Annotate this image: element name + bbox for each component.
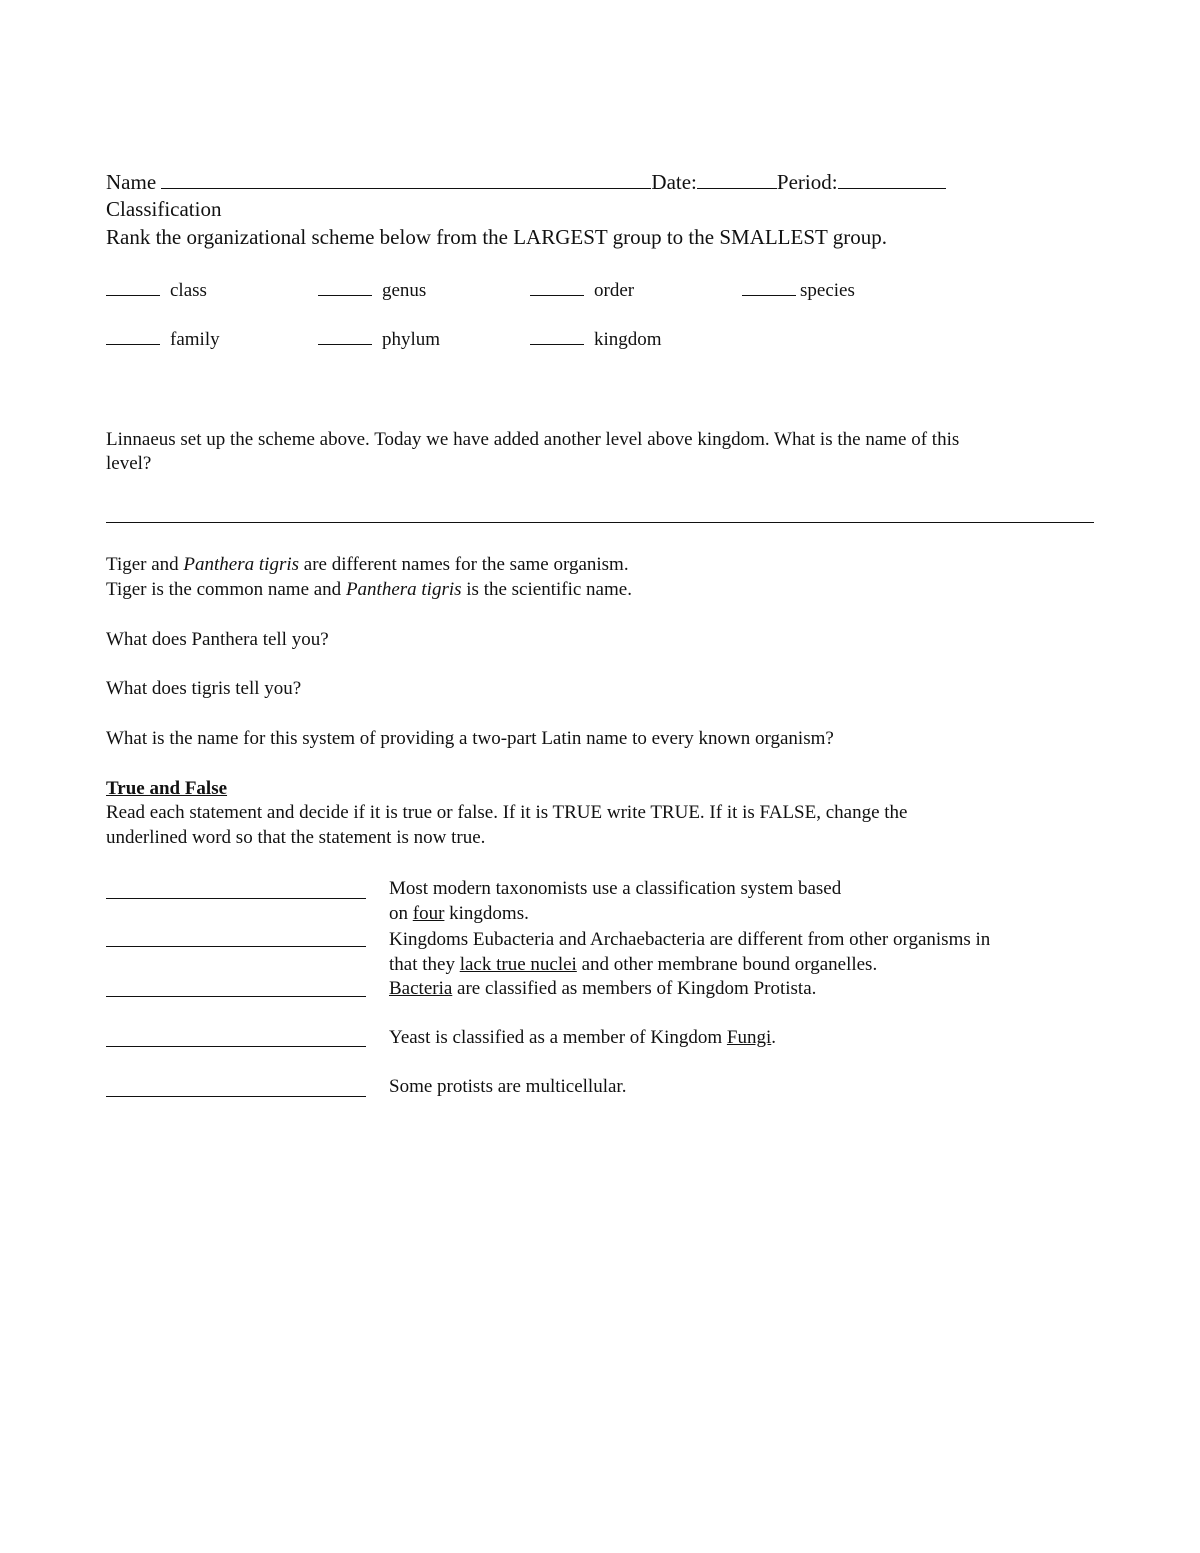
underlined-word: lack true nuclei — [459, 954, 577, 975]
true-false-instruction-line1: Read each statement and decide if it is true or false. If it is TRUE write TRUE. If it is FALSE, change the — [106, 802, 908, 823]
answer-blank-2[interactable] — [106, 946, 366, 947]
tiger-statement-2: Tiger is the common name and Panthera tigris is the scientific name. — [106, 579, 632, 600]
underlined-word: Bacteria — [389, 978, 453, 999]
answer-blank-3[interactable] — [106, 996, 366, 997]
period-blank[interactable] — [838, 170, 946, 189]
statement-1: Most modern taxonomists use a classification system based on four kingdoms. — [389, 878, 842, 924]
answer-blank-5[interactable] — [106, 1096, 366, 1097]
tigris-question: What does tigris tell you? — [106, 678, 302, 699]
rank-item-phylum: phylum — [318, 328, 440, 351]
rank-item-order: order — [530, 279, 634, 302]
rank-blank[interactable] — [106, 328, 160, 345]
statement-4: Yeast is classified as a member of Kingdom Fungi. — [389, 1027, 777, 1048]
answer-blank-1[interactable] — [106, 898, 366, 899]
date-blank[interactable] — [697, 170, 777, 189]
rank-item-family: family — [106, 328, 220, 351]
rank-blank[interactable] — [530, 328, 584, 345]
rank-item-species: species — [742, 279, 855, 302]
rank-blank[interactable] — [530, 279, 584, 296]
tiger-statement-1: Tiger and Panthera tigris are different names for the same organism. — [106, 554, 629, 575]
underlined-word: Fungi — [726, 1027, 772, 1048]
true-false-heading: True and False — [106, 778, 228, 799]
rank-item-kingdom: kingdom — [530, 328, 662, 351]
name-blank[interactable] — [161, 170, 651, 189]
linnaeus-question-line2: level? — [106, 453, 152, 474]
statement-3: Bacteria are classified as members of Kingdom Protista. — [389, 978, 817, 999]
rank-blank[interactable] — [318, 279, 372, 296]
period-label: Period: — [776, 170, 838, 194]
true-false-instruction-line2: underlined word so that the statement is now true. — [106, 827, 486, 848]
worksheet-title: Classification — [106, 197, 222, 221]
statement-2: Kingdoms Eubacteria and Archaebacteria are different from other organisms in that they lack true nuclei and other membrane bound organelles. — [389, 929, 991, 975]
scientific-name: Panthera tigris — [345, 579, 462, 600]
rank-item-class: class — [106, 279, 207, 302]
scientific-name: Panthera tigris — [183, 554, 300, 575]
rank-blank[interactable] — [742, 279, 796, 296]
header-line — [106, 170, 946, 195]
answer-blank-4[interactable] — [106, 1046, 366, 1047]
ranking-instruction: Rank the organizational scheme below from the LARGEST group to the SMALLEST group. — [106, 225, 887, 249]
rank-blank[interactable] — [318, 328, 372, 345]
statement-5: Some protists are multicellular. — [389, 1076, 627, 1097]
answer-line[interactable] — [106, 522, 1094, 523]
rank-item-genus: genus — [318, 279, 426, 302]
linnaeus-question-line1: Linnaeus set up the scheme above. Today we have added another level above kingdom. What is the name of this — [106, 429, 960, 450]
rank-blank[interactable] — [106, 279, 160, 296]
name-label: Name — [106, 170, 157, 194]
date-label: Date: — [651, 170, 697, 194]
panthera-question: What does Panthera tell you? — [106, 629, 329, 650]
underlined-word: four — [412, 903, 445, 924]
naming-system-question: What is the name for this system of providing a two-part Latin name to every known organism? — [106, 728, 834, 749]
